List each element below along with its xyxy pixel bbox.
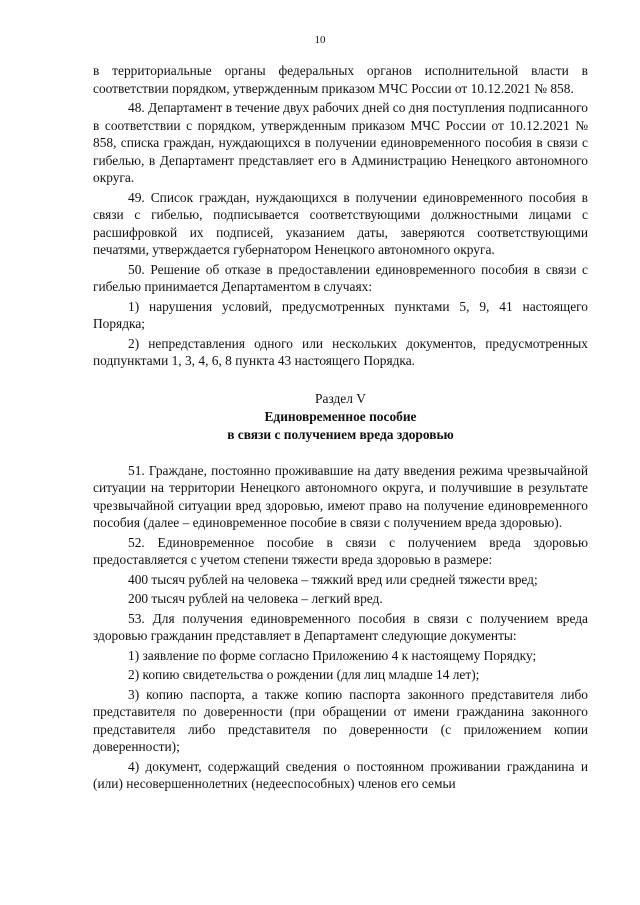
paragraphs-before-section	[93, 62, 588, 370]
document-body	[93, 62, 588, 795]
page-number: 10	[314, 34, 326, 46]
paragraph: 4) документ, содержащий сведения о постоянном проживании гражданина и (или) несовершеннолетних (недееспособных) членов его семьи	[93, 758, 588, 791]
section-title-line-1: Единовременное пособие	[264, 408, 417, 424]
paragraph: 200 тысяч рублей на человека – легкий вред.	[128, 591, 383, 606]
paragraph: 52. Единовременное пособие в связи с получением вреда здоровью предоставляется с учетом степени тяжести вреда здоровью в размере:	[93, 534, 588, 567]
paragraph: 2) непредставления одного или нескольких документов, предусмотренных подпунктами 1, 3, 4, 6, 8 пункта 43 настоящего Порядка.	[93, 335, 588, 368]
paragraph: 2) копию свидетельства о рождении (для лиц младше 14 лет);	[128, 667, 480, 682]
section-label: Раздел V	[315, 390, 366, 406]
paragraph: 1) заявление по форме согласно Приложению 4 к настоящему Порядку;	[128, 647, 537, 663]
paragraph: 53. Для получения единовременного пособия в связи с получением вреда здоровью гражданин представляет в Департамент следующие документы:	[93, 610, 588, 643]
paragraph: 49. Список граждан, нуждающихся в получении единовременного пособия в связи с гибелью, подписывается соответствующими должностными лицами с расшифровкой их подписей, указанием даты, заверяются соответствующими печатями, утверждается губернатором Ненецкого автономного округа.	[93, 189, 588, 257]
paragraph: 48. Департамент в течение двух рабочих дней со дня поступления подписанного в соответствии с порядком, утвержденным приказом МЧС России от 10.12.2021 № 858, списка граждан, нуждающихся в получении единовременного пособия в связи с гибелью, в Департамент представляет его в Администрацию Ненецкого автономного округа.	[93, 100, 588, 185]
paragraphs-after-section	[93, 462, 588, 793]
section-heading	[93, 390, 588, 444]
section-title-line-2: в связи с получением вреда здоровью	[227, 426, 454, 442]
paragraph: 1) нарушения условий, предусмотренных пунктами 5, 9, 41 настоящего Порядка;	[93, 298, 588, 331]
paragraph: в территориальные органы федеральных органов исполнительной власти в соответствии порядком, утвержденным приказом МЧС России от 10.12.2021 № 858.	[93, 63, 588, 96]
paragraph: 3) копию паспорта, а также копию паспорта законного представителя либо представителя по доверенности (при обращении от имени гражданина законного представителя либо представителя по доверенности (с приложением копии доверенности);	[93, 686, 588, 754]
paragraph: 400 тысяч рублей на человека – тяжкий вред или средней тяжести вред;	[128, 571, 538, 587]
paragraph: 50. Решение об отказе в предоставлении единовременного пособия в связи с гибелью принимается Департаментом в случаях:	[93, 261, 588, 294]
paragraph: 51. Граждане, постоянно проживавшие на дату введения режима чрезвычайной ситуации на территории Ненецкого автономного округа, и получившие в результате чрезвычайной ситуации вред здоровью, имеют право на получение единовременного пособия (далее – единовременное пособие в связи с получением вреда здоровью).	[93, 462, 588, 530]
